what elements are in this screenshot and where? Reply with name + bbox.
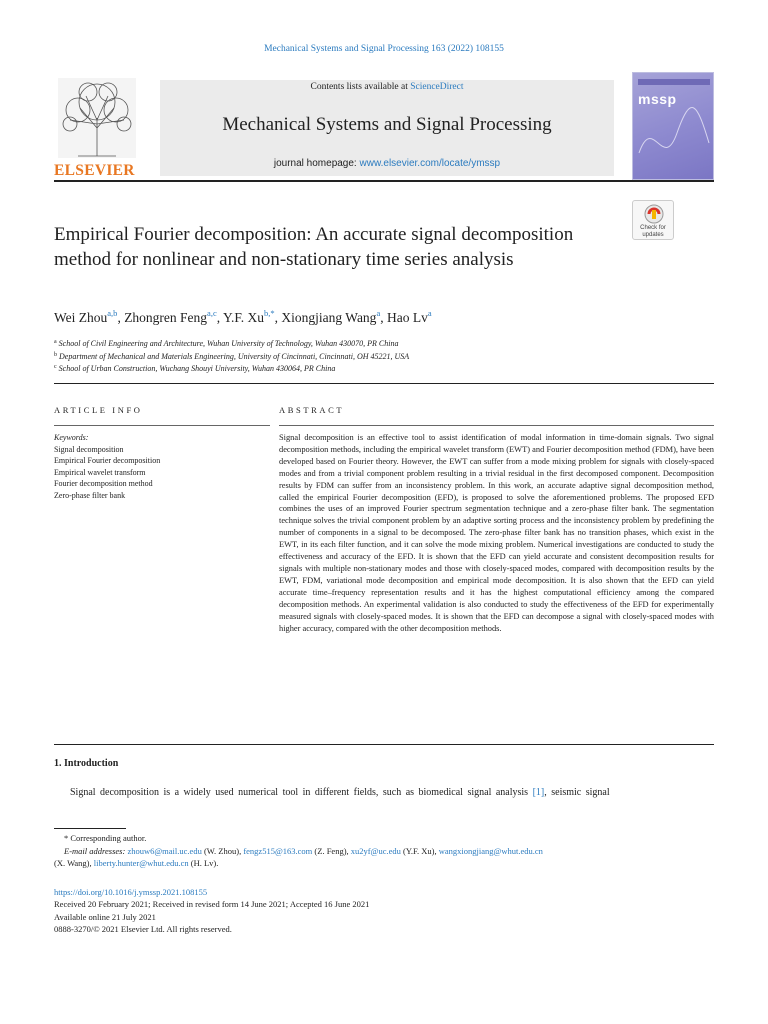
- check-updates-icon: [643, 204, 665, 224]
- homepage-prefix: journal homepage:: [273, 158, 360, 169]
- abstract-bottom-divider: [54, 744, 714, 745]
- masthead: [54, 70, 714, 182]
- sciencedirect-link[interactable]: ScienceDirect: [410, 82, 464, 92]
- journal-banner: [160, 80, 614, 176]
- keyword: Empirical Fourier decomposition: [54, 456, 161, 465]
- intro-text-prefix: Signal decomposition is a widely used numerical tool in different fields, such as biomedical signal analysis: [70, 787, 533, 798]
- elsevier-logo[interactable]: [54, 78, 140, 182]
- author-name[interactable]: Y.F. Xu: [222, 310, 265, 325]
- article-info-rule: [54, 425, 270, 426]
- email-link[interactable]: fengz515@163.com: [243, 845, 313, 856]
- keyword: Signal decomposition: [54, 444, 124, 454]
- received-dates: Received 20 February 2021; Received in revised form 14 June 2021; Accepted 16 June 2021: [54, 899, 370, 910]
- keywords-label: Keywords:: [54, 433, 89, 442]
- author-affil-sup[interactable]: a,b: [107, 308, 118, 318]
- author-affil-sup[interactable]: a,c: [207, 308, 217, 318]
- author-name[interactable]: Xiongjiang Wang: [281, 310, 377, 325]
- doi-link[interactable]: https://doi.org/10.1016/j.ymssp.2021.108155: [54, 887, 208, 897]
- available-online: Available online 21 July 2021: [54, 911, 156, 922]
- keyword: Fourier decomposition method: [54, 479, 153, 488]
- email-link[interactable]: wangxiongjiang@whut.edu.cn: [438, 845, 543, 856]
- cover-title: mssp: [638, 91, 677, 107]
- abstract-heading: ABSTRACT: [279, 405, 345, 415]
- section-heading-introduction: 1. Introduction: [54, 758, 119, 769]
- article-info-heading: ARTICLE INFO: [54, 405, 143, 415]
- journal-cover[interactable]: [632, 72, 714, 180]
- check-for-updates-button[interactable]: [632, 200, 674, 240]
- affiliation: $^b$ Department of Mechanical and Materials Engineering, University of Cincinnati, Cincinnati, OH 45221, USA: [54, 351, 410, 361]
- author-name[interactable]: Wei Zhou: [54, 310, 108, 325]
- author-name[interactable]: Zhongren Feng: [124, 310, 208, 325]
- homepage-link[interactable]: www.elsevier.com/locate/ymssp: [359, 158, 501, 169]
- abstract-rule: [279, 425, 714, 426]
- elsevier-wordmark: ELSEVIER: [54, 162, 135, 179]
- author-list: Wei Zhou$^{a,b}$, Zhongren Feng$^{a,c}$, Y.F. $Xu^{b,*}$, Xiongjiang Wang$^a$, Hao Lv$^a$: [54, 308, 432, 325]
- intro-paragraph: [70, 787, 714, 798]
- intro-text-suffix: , seismic signal: [544, 787, 610, 798]
- contents-prefix: Contents lists available at: [310, 82, 411, 92]
- email-addresses-cont: (X. Wang), liberty.hunter@whut.edu.cn (H. Lv).: [54, 858, 219, 868]
- email-label: E-mail addresses:: [64, 845, 126, 856]
- abstract-text: Signal decomposition is an effective tool to assist identification of modal information in time-domain signals. Two signal decomposition methods, including the empirical wavelet transform (EWT) and Fourier decomposition method (FDM), have been developed based on Fourier theory. However, the EWT can suffer from a mode mixing problem for signals with closely-spaced modes and from a trivial component problem resulting in a trivial residual in the first decomposed component. Decomposition results by FDM can suffer from an inconsistency problem. In this work, an accurate adaptive signal decomposition method, called the empirical Fourier decomposition (EFD), is proposed to solve the aforementioned problems. The proposed EFD combines the uses of an improved Fourier spectrum segmentation technique and a zero-phase filter bank. The segmentation technique solves the trivial component problem by an adaptive sorting process and the inconsistency problem by predefining the number of components in a signal to be decomposed. The zero-phase filter bank has no transition phases, which exist in the EWT, in its each filter function, and it can solve the mode mixing problem. Numerical investigations are conducted to study the effectiveness and accuracy of the EFD. It is shown that the EFD can yield accurate and consistent decomposition results for signals with multiple non-stationary modes and those with closely-spaced modes, compared with decomposition results by the EWT, FDM, variational mode decomposition and empirical mode decomposition. It is also shown that the EFD can yield accurate time–frequency representation results and it has the highest computational efficiency among the compared decomposition methods. An experimental validation is also conducted to study the effectiveness of the EFD for experimentally measured signals with closely-spaced modes. It is shown that the EFD can decompose a signal with closely-spaced modes with higher accuracy, compared with the other decomposition methods.: [279, 433, 714, 633]
- journal-name: Mechanical Systems and Signal Processing: [222, 114, 552, 135]
- author-affil-sup[interactable]: a: [376, 308, 381, 318]
- corresponding-author-note: * Corresponding author.: [64, 833, 147, 843]
- copyright: 0888-3270/© 2021 Elsevier Ltd. All rights reserved.: [54, 923, 232, 934]
- cover-wave-icon: [633, 73, 715, 181]
- affiliation: $^a$ School of Civil Engineering and Architecture, Wuhan University of Technology, Wuhan 430070, PR China: [54, 339, 399, 348]
- journal-homepage: [160, 158, 614, 169]
- reference-link[interactable]: [1]: [532, 787, 545, 798]
- email-link[interactable]: zhouw6@mail.uc.edu: [127, 845, 202, 856]
- masthead-rule: [54, 180, 714, 182]
- email-link[interactable]: xu2yf@uc.edu: [350, 845, 401, 856]
- keywords-list: [54, 432, 270, 501]
- footnotes: [54, 832, 714, 870]
- keyword: Zero-phase filter bank: [54, 490, 126, 500]
- journal-reference[interactable]: Mechanical Systems and Signal Processing 163 (2022) 108155: [264, 44, 504, 54]
- contents-line: [160, 82, 614, 92]
- article-title: Empirical Fourier decomposition: An accurate signal decomposition method for nonlinear and non-stationary time series analysis: [54, 224, 574, 270]
- affiliation: $^c$ School of Urban Construction, Wuchang Shouyi University, Wuhan 430064, PR China: [54, 364, 336, 373]
- author-affil-sup[interactable]: b,*: [264, 308, 275, 318]
- keyword: Empirical wavelet transform: [54, 467, 146, 477]
- publication-info: [54, 886, 714, 935]
- elsevier-tree-icon: [58, 78, 136, 158]
- author-affil-sup[interactable]: a: [427, 308, 432, 318]
- header-divider: [54, 383, 714, 384]
- affiliations: [54, 337, 714, 375]
- footnote-rule: [54, 828, 126, 829]
- check-updates-label: Check for updates: [640, 225, 666, 238]
- author-name[interactable]: Hao Lv: [386, 310, 428, 325]
- email-addresses: E-mail addresses: zhouw6@mail.uc.edu (W. Zhou), fengz515@163.com (Z. Feng), xu2yf@uc.edu (Y.F. Xu), wangxiongjiang@whut.edu.cn: [64, 845, 543, 856]
- email-link[interactable]: liberty.hunter@whut.edu.cn: [93, 858, 189, 868]
